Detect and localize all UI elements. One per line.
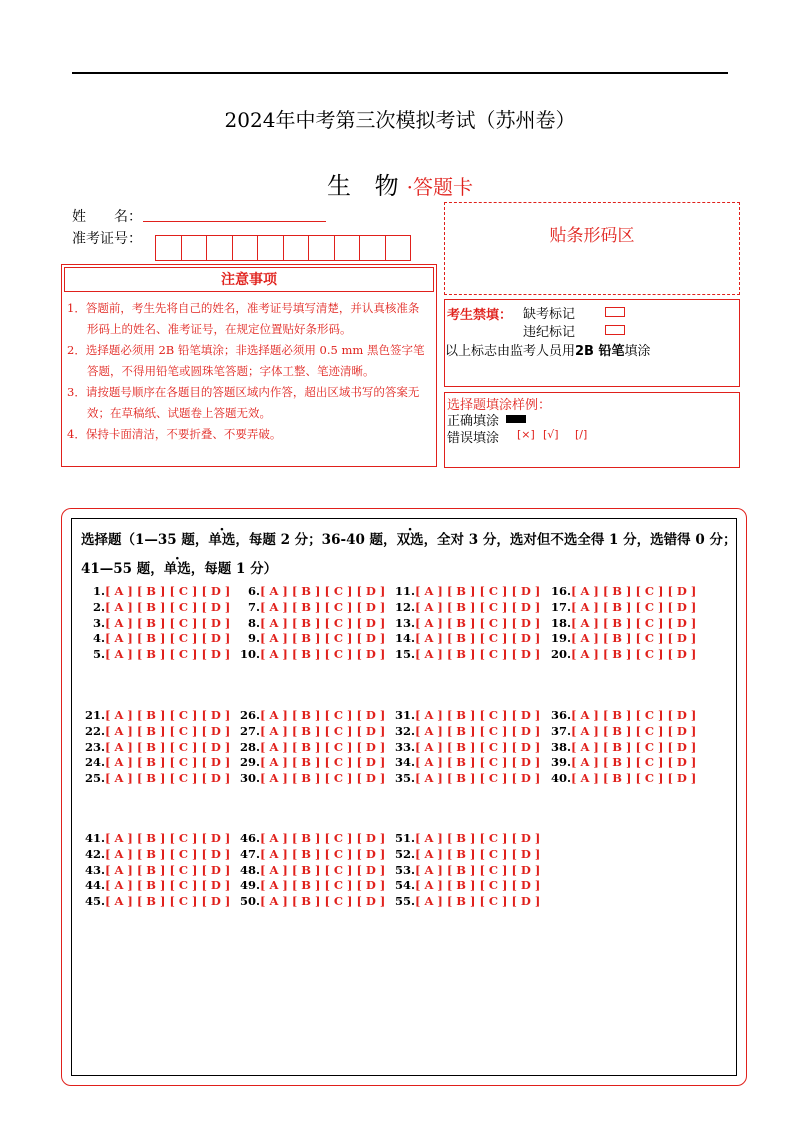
question-number: 26. [240,708,261,722]
question-25[interactable] [85,771,230,785]
answer-options[interactable]: [ A ] [ B ] [ C ] [ D ] [571,723,697,738]
answer-options[interactable]: [ A ] [ B ] [ C ] [ D ] [415,708,541,722]
question-number: 49. [240,878,261,893]
question-number: 12. [395,599,416,614]
question-38[interactable] [551,740,696,754]
violation-mark-label: 违纪标记 [523,325,576,340]
answer-options[interactable]: [ A ] [ B ] [ C ] [ D ] [415,831,541,845]
answer-options[interactable]: [ A ] [ B ] [ C ] [ D ] [571,755,697,770]
answer-options[interactable]: [ A ] [ B ] [ C ] [ D ] [105,708,231,722]
id-digit-box[interactable] [257,235,284,261]
answer-options[interactable]: [ A ] [ B ] [ C ] [ D ] [415,647,541,662]
answer-options[interactable]: [ A ] [ B ] [ C ] [ D ] [105,878,231,893]
question-26[interactable] [240,708,385,722]
question-number: 23. [85,739,106,754]
question-number: 21. [85,708,106,722]
answer-options[interactable]: [ A ] [ B ] [ C ] [ D ] [260,708,386,722]
question-30[interactable] [240,771,385,785]
answer-options[interactable]: [ A ] [ B ] [ C ] [ D ] [105,771,231,786]
question-53[interactable] [395,863,540,877]
answer-options[interactable]: [ A ] [ B ] [ C ] [ D ] [105,862,231,877]
id-digit-box[interactable] [206,235,233,261]
question-32[interactable] [395,724,540,738]
top-rule [72,72,728,74]
answer-options[interactable]: [ A ] [ B ] [ C ] [ D ] [415,878,541,893]
choice-instructions-line2 [81,557,277,577]
instr-part: ，每题 2 分；36-40 题， [235,532,397,548]
question-4[interactable] [85,631,230,645]
instr-part: 41—55 题， [81,561,164,577]
id-digit-box[interactable] [334,235,361,261]
question-number: 3. [85,615,106,630]
question-number: 43. [85,862,106,877]
question-23[interactable] [85,740,230,754]
wrong-mark-slash: [/] [575,428,588,441]
question-number: 40. [551,771,572,786]
subject-heading [0,166,800,201]
correct-fill-mark [506,415,526,423]
name-field[interactable] [143,221,326,222]
answer-options[interactable]: [ A ] [ B ] [ C ] [ D ] [415,723,541,738]
id-digit-box[interactable] [181,235,208,261]
forbidden-box [444,299,740,387]
answer-options[interactable]: [ A ] [ B ] [ C ] [ D ] [260,755,386,770]
note-bold: 2B 铅笔 [575,344,625,359]
question-number: 8. [240,615,261,630]
question-7[interactable] [240,600,385,614]
answer-options[interactable]: [ A ] [ B ] [ C ] [ D ] [415,615,541,630]
forbidden-note [445,340,651,359]
answer-options[interactable]: [ A ] [ B ] [ C ] [ D ] [105,831,231,845]
question-55[interactable] [395,894,540,908]
question-11[interactable] [395,584,540,598]
answer-options[interactable]: [ A ] [ B ] [ C ] [ D ] [415,739,541,754]
instr-double-emph: 双选 [396,532,424,548]
question-number: 2. [85,599,106,614]
id-number-boxes[interactable] [156,235,411,261]
barcode-label: 贴条形码区 [549,226,635,246]
answer-options[interactable]: [ A ] [ B ] [ C ] [ D ] [415,894,541,909]
answer-options[interactable]: [ A ] [ B ] [ C ] [ D ] [260,831,386,845]
answer-options[interactable]: [ A ] [ B ] [ C ] [ D ] [571,739,697,754]
question-47[interactable] [240,847,385,861]
question-number: 16. [551,584,572,598]
question-number: 15. [395,647,416,662]
question-number: 44. [85,878,106,893]
answer-options[interactable]: [ A ] [ B ] [ C ] [ D ] [105,894,231,909]
question-number: 48. [240,862,261,877]
question-8[interactable] [240,616,385,630]
answer-options[interactable]: [ A ] [ B ] [ C ] [ D ] [260,771,386,786]
answer-options[interactable]: [ A ] [ B ] [ C ] [ D ] [571,771,697,786]
question-number: 13. [395,615,416,630]
question-number: 42. [85,846,106,861]
id-digit-box[interactable] [155,235,182,261]
question-49[interactable] [240,878,385,892]
question-40[interactable] [551,771,696,785]
notice-item: 4．保持卡面清洁，不要折叠、不要弄破。 [67,427,282,441]
question-14[interactable] [395,631,540,645]
note-suffix: 填涂 [624,344,651,359]
answer-options[interactable]: [ A ] [ B ] [ C ] [ D ] [105,739,231,754]
question-45[interactable] [85,894,230,908]
question-37[interactable] [551,724,696,738]
answer-options[interactable]: [ A ] [ B ] [ C ] [ D ] [415,584,541,598]
question-number: 52. [395,846,416,861]
question-number: 19. [551,631,572,646]
instr-single-emph: 单选 [163,561,191,577]
answer-options[interactable]: [ A ] [ B ] [ C ] [ D ] [415,771,541,786]
question-number: 55. [395,894,416,909]
question-10[interactable] [240,647,385,661]
notice-box [61,264,437,467]
question-number: 35. [395,771,416,786]
question-33[interactable] [395,740,540,754]
question-2[interactable] [85,600,230,614]
answer-options[interactable]: [ A ] [ B ] [ C ] [ D ] [260,599,386,614]
answer-options[interactable]: [ A ] [ B ] [ C ] [ D ] [260,723,386,738]
question-number: 39. [551,755,572,770]
id-digit-box[interactable] [232,235,259,261]
name-label: 姓 名： [72,209,142,225]
question-number: 20. [551,647,572,662]
answer-options[interactable]: [ A ] [ B ] [ C ] [ D ] [571,708,697,722]
question-29[interactable] [240,755,385,769]
question-number: 25. [85,771,106,786]
instr-part: 选择题（1—35 题， [81,532,209,548]
answer-options[interactable]: [ A ] [ B ] [ C ] [ D ] [260,878,386,893]
question-24[interactable] [85,755,230,769]
question-20[interactable] [551,647,696,661]
answer-options[interactable]: [ A ] [ B ] [ C ] [ D ] [571,615,697,630]
question-5[interactable] [85,647,230,661]
question-number: 29. [240,755,261,770]
page-title: 2024年中考第三次模拟考试（苏州卷） [224,108,576,132]
question-number: 37. [551,723,572,738]
question-1[interactable] [85,584,230,598]
answer-options[interactable]: [ A ] [ B ] [ C ] [ D ] [571,647,697,662]
question-number: 53. [395,862,416,877]
id-label: 准考证号： [72,231,142,247]
question-51[interactable] [395,831,540,845]
answer-options[interactable]: [ A ] [ B ] [ C ] [ D ] [571,584,697,598]
question-number: 30. [240,771,261,786]
question-41[interactable] [85,831,230,845]
violation-mark-box[interactable] [605,325,625,335]
notice-item: 3．请按题号顺序在各题目的答题区域内作答，超出区域书写的答案无效；在草稿纸、试题卷上答题无效。 [67,385,420,420]
question-13[interactable] [395,616,540,630]
answer-options[interactable]: [ A ] [ B ] [ C ] [ D ] [260,584,386,598]
wrong-mark-cross: [×] [517,428,535,441]
wrong-mark-check: [√] [543,428,559,441]
answer-options[interactable]: [ A ] [ B ] [ C ] [ D ] [105,846,231,861]
answer-options[interactable]: [ A ] [ B ] [ C ] [ D ] [105,755,231,770]
question-number: 34. [395,755,416,770]
subject-name: 生 物 [327,172,407,200]
notice-item: 2．选择题必须用 2B 铅笔填涂；非选择题必须用 0.5 mm 黑色签字笔答题，不得用铅笔或圆珠笔答题；字体工整、笔迹清晰。 [67,343,425,378]
answer-options[interactable]: [ A ] [ B ] [ C ] [ D ] [260,739,386,754]
question-number: 6. [240,584,261,598]
answer-options[interactable]: [ A ] [ B ] [ C ] [ D ] [105,723,231,738]
question-44[interactable] [85,878,230,892]
id-digit-box[interactable] [359,235,386,261]
answer-options[interactable]: [ A ] [ B ] [ C ] [ D ] [415,862,541,877]
question-46[interactable] [240,831,385,845]
instr-part: ，全对 3 分，选对但不选全得 1 分，选错得 0 分； [423,532,737,548]
answer-options[interactable]: [ A ] [ B ] [ C ] [ D ] [260,631,386,646]
answer-options[interactable]: [ A ] [ B ] [ C ] [ D ] [415,599,541,614]
forbidden-label: 考生禁填： [447,308,513,323]
question-number: 17. [551,599,572,614]
note-prefix: 以上标志由监考人员用 [445,344,576,359]
choice-instructions-line1 [81,528,736,548]
question-48[interactable] [240,863,385,877]
question-16[interactable] [551,584,696,598]
question-17[interactable] [551,600,696,614]
question-34[interactable] [395,755,540,769]
answer-options[interactable]: [ A ] [ B ] [ C ] [ D ] [105,631,231,646]
question-42[interactable] [85,847,230,861]
question-number: 5. [85,647,106,662]
id-digit-box[interactable] [385,235,412,261]
answer-options[interactable]: [ A ] [ B ] [ C ] [ D ] [260,647,386,662]
answer-card-label: ·答题卡 [406,175,473,199]
question-number: 45. [85,894,106,909]
question-number: 1. [85,584,106,598]
question-50[interactable] [240,894,385,908]
question-36[interactable] [551,708,696,722]
question-27[interactable] [240,724,385,738]
question-number: 24. [85,755,106,770]
question-12[interactable] [395,600,540,614]
question-number: 22. [85,723,106,738]
question-31[interactable] [395,708,540,722]
question-number: 7. [240,599,261,614]
wrong-fill-label: 错误填涂 [447,431,500,446]
answer-options[interactable]: [ A ] [ B ] [ C ] [ D ] [260,862,386,877]
question-43[interactable] [85,863,230,877]
question-number: 28. [240,739,261,754]
answer-options[interactable]: [ A ] [ B ] [ C ] [ D ] [105,615,231,630]
barcode-area [444,202,740,295]
notice-title: 注意事项 [64,267,434,292]
sample-title: 选择题填涂样例： [447,398,552,413]
answer-options[interactable]: [ A ] [ B ] [ C ] [ D ] [415,755,541,770]
question-number: 36. [551,708,572,722]
question-22[interactable] [85,724,230,738]
question-18[interactable] [551,616,696,630]
question-number: 11. [395,584,416,598]
question-3[interactable] [85,616,230,630]
question-number: 31. [395,708,416,722]
answer-options[interactable]: [ A ] [ B ] [ C ] [ D ] [415,631,541,646]
notice-item: 1．答题前，考生先将自己的姓名，准考证号填写清楚，并认真核准条形码上的姓名、准考证号，在规定位置贴好条形码。 [67,301,420,336]
question-number: 51. [395,831,416,845]
answer-options[interactable]: [ A ] [ B ] [ C ] [ D ] [571,599,697,614]
question-21[interactable] [85,708,230,722]
question-number: 32. [395,723,416,738]
question-52[interactable] [395,847,540,861]
question-number: 54. [395,878,416,893]
id-digit-box[interactable] [283,235,310,261]
question-number: 9. [240,631,261,646]
question-28[interactable] [240,740,385,754]
absent-mark-label: 缺考标记 [523,307,576,322]
answer-options[interactable]: [ A ] [ B ] [ C ] [ D ] [105,647,231,662]
question-number: 41. [85,831,106,845]
answer-options[interactable]: [ A ] [ B ] [ C ] [ D ] [571,631,697,646]
fill-sample-box [444,392,740,468]
absent-mark-box[interactable] [605,307,625,317]
question-54[interactable] [395,878,540,892]
question-number: 18. [551,615,572,630]
question-number: 27. [240,723,261,738]
question-number: 46. [240,831,261,845]
question-number: 10. [240,647,261,662]
answer-options[interactable]: [ A ] [ B ] [ C ] [ D ] [260,846,386,861]
answer-options[interactable]: [ A ] [ B ] [ C ] [ D ] [415,846,541,861]
answer-options[interactable]: [ A ] [ B ] [ C ] [ D ] [260,894,386,909]
question-number: 4. [85,631,106,646]
question-35[interactable] [395,771,540,785]
id-digit-box[interactable] [308,235,335,261]
question-19[interactable] [551,631,696,645]
question-9[interactable] [240,631,385,645]
question-39[interactable] [551,755,696,769]
answer-options[interactable]: [ A ] [ B ] [ C ] [ D ] [105,584,231,598]
correct-fill-label: 正确填涂 [447,414,500,429]
instr-single-emph: 单选 [208,532,236,548]
question-number: 50. [240,894,261,909]
instr-part: ，每题 1 分） [190,561,278,577]
question-number: 33. [395,739,416,754]
question-number: 14. [395,631,416,646]
question-number: 38. [551,739,572,754]
answer-options[interactable]: [ A ] [ B ] [ C ] [ D ] [260,615,386,630]
question-6[interactable] [240,584,385,598]
answer-options[interactable]: [ A ] [ B ] [ C ] [ D ] [105,599,231,614]
question-15[interactable] [395,647,540,661]
question-number: 47. [240,846,261,861]
